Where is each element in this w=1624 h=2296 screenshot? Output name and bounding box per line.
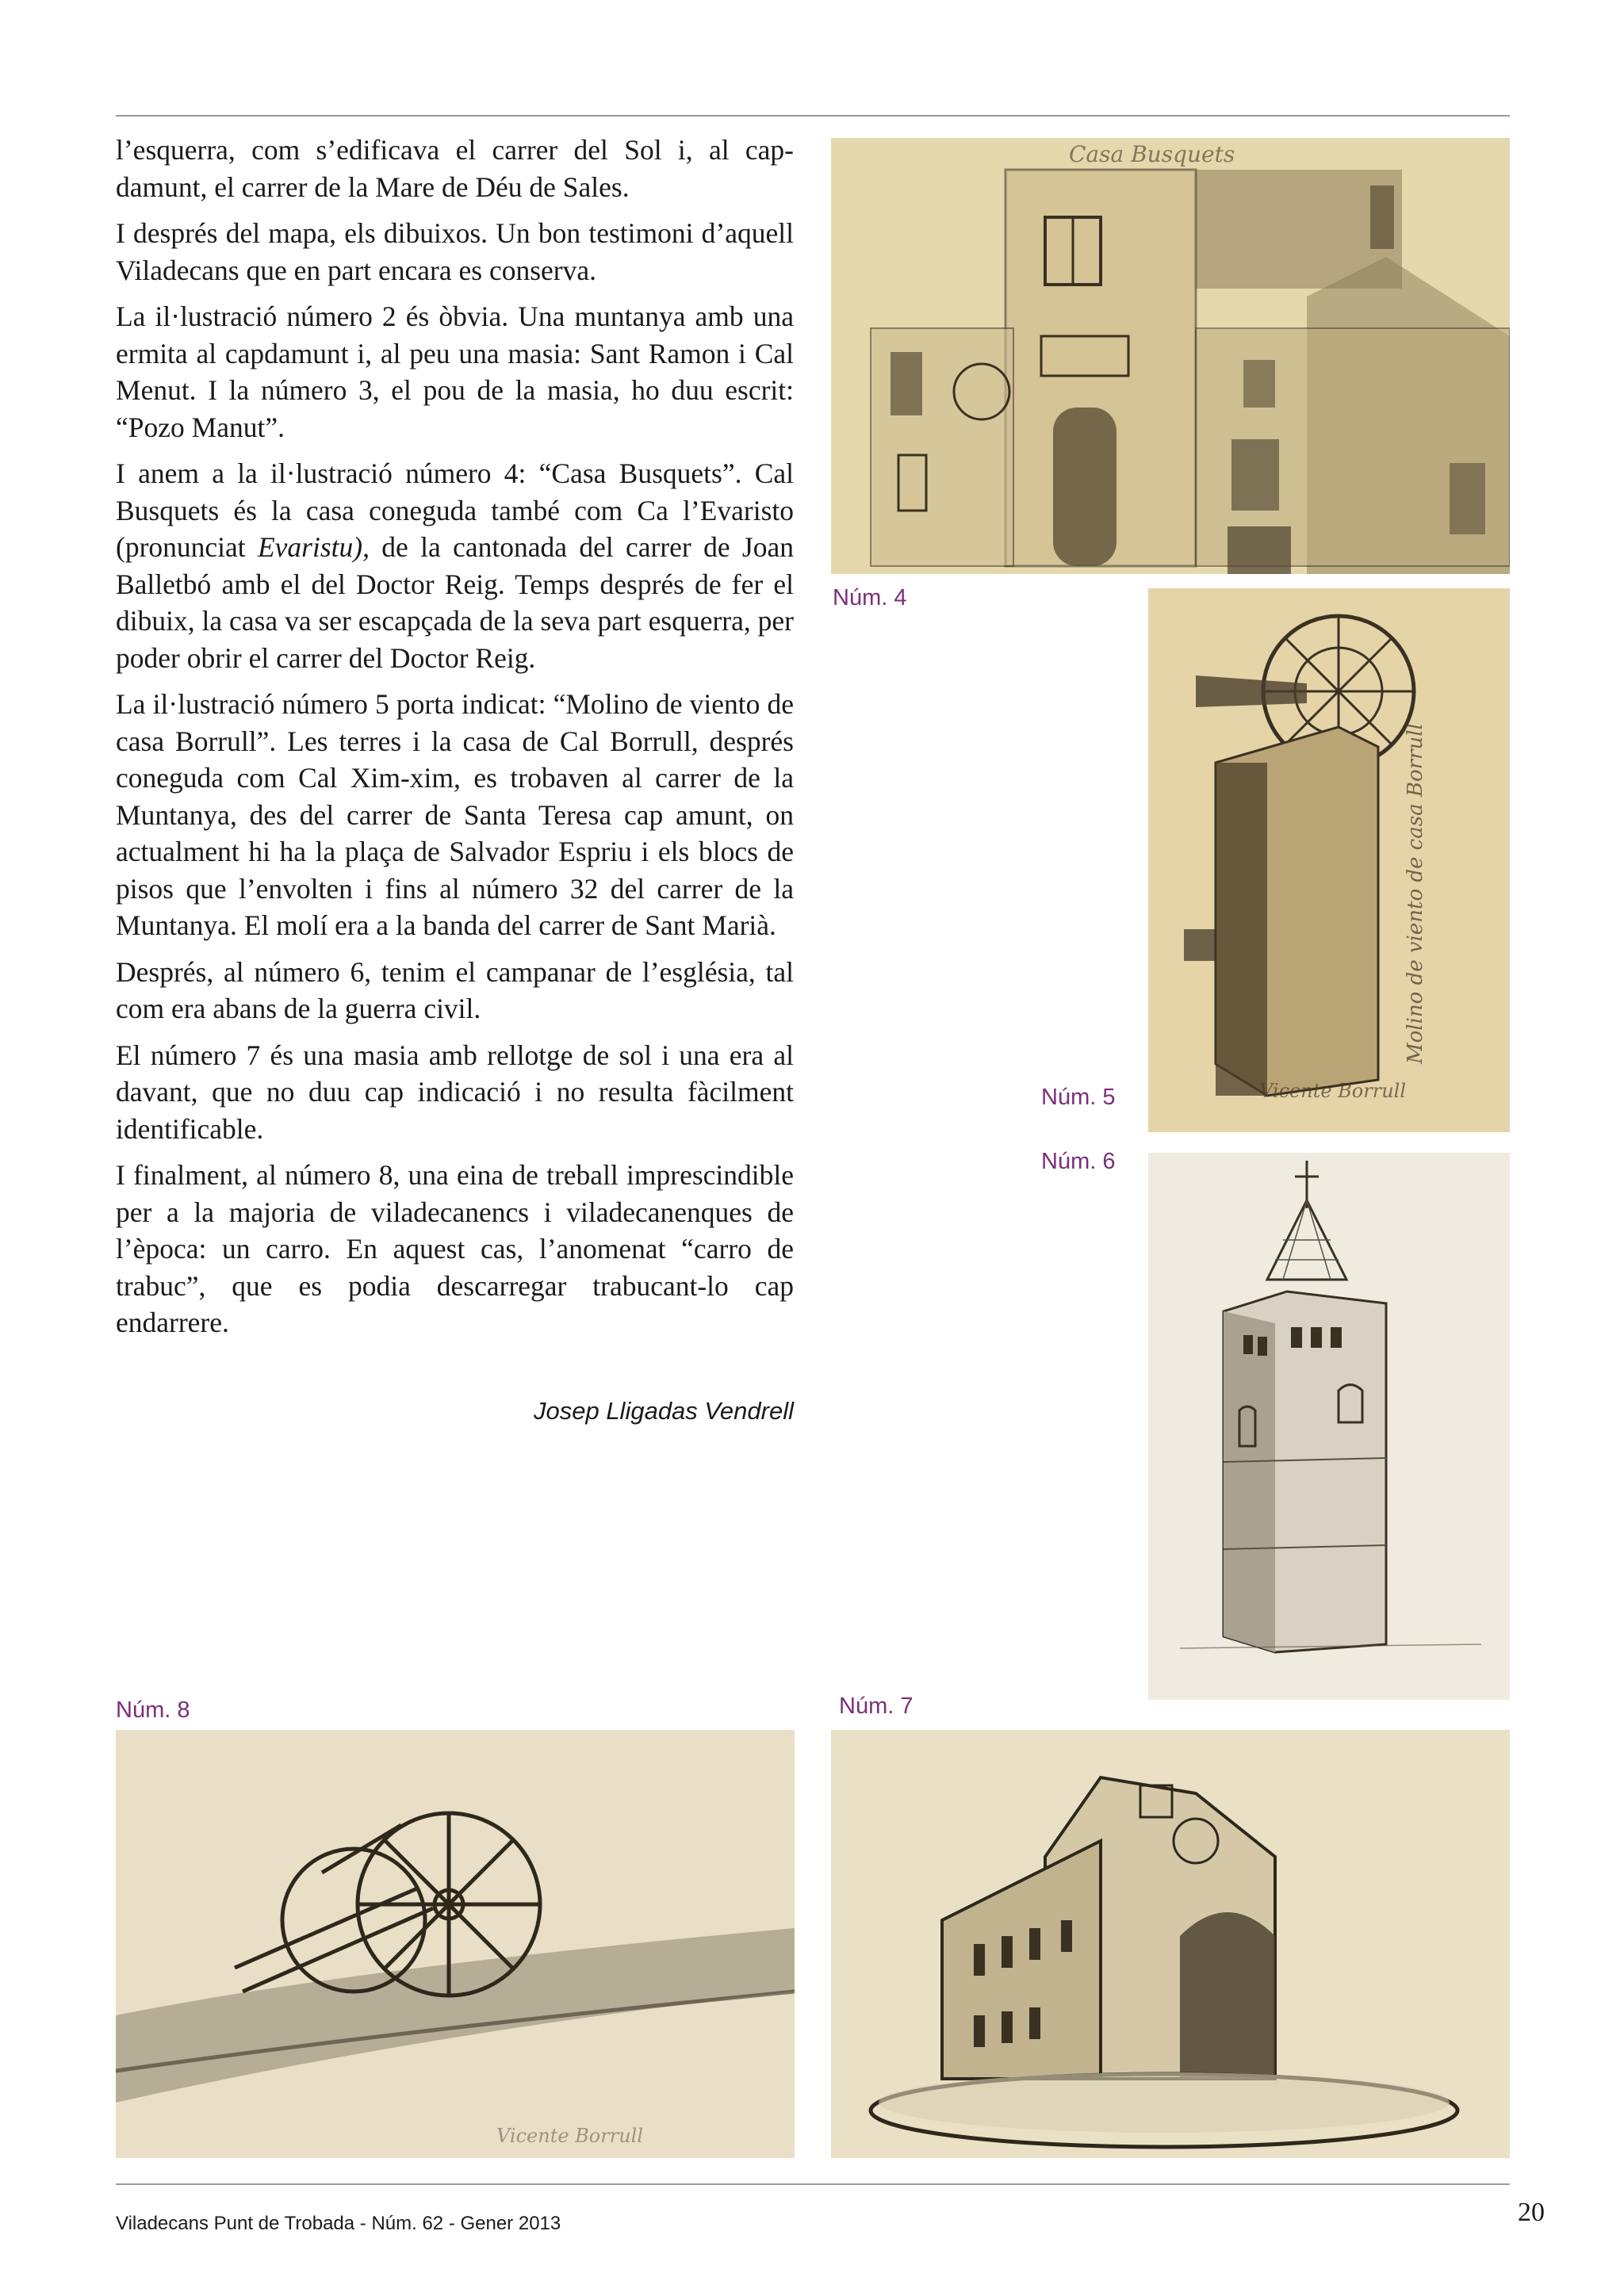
caption-num8: Núm. 8	[116, 1697, 190, 1723]
svg-text:Casa Busquets: Casa Busquets	[1069, 141, 1235, 167]
paragraph	[116, 455, 794, 676]
paragraph: Després, al número 6, tenim el campanar de l’església, tal com era abans de la guerra civil.	[116, 955, 794, 1024]
figure-campanar	[1148, 1153, 1510, 1700]
paragraph: I finalment, al número 8, una eina de treball imprescindible per a la majoria de viladecanencs i viladecanenques de l’època: un carro. En aquest cas, l’anomenat “carro de trabuc”, que es podia descarregar trabucant-lo cap endarrere.	[116, 1159, 794, 1338]
paragraph: El número 7 és una masia amb rellotge de sol i una era al davant, que no duu cap indicació i no resulta fàcilment identificable.	[116, 1039, 794, 1145]
figure-carro	[116, 1730, 795, 2158]
page-number: 20	[1518, 2198, 1545, 2227]
paragraph: I després del mapa, els dibuixos. Un bon testimoni d’aquell Viladecans que en part encara es conserva.	[116, 217, 794, 286]
svg-text:Vicente Borrull: Vicente Borrull	[496, 2125, 644, 2147]
figure-molino-de-viento	[1148, 588, 1510, 1132]
paragraph-text: de la cantonada del carrer de Joan Balletbó amb el del Doctor Reig. Temps després de fer el dibuix, la casa va ser escapçada de la seva part esquerra, per poder obrir el carrer del Doctor Reig.	[116, 531, 794, 674]
figure-casa-busquets	[831, 138, 1510, 574]
paragraph: l’esquerra, com s’edificava el carrer del Sol i, al capdamunt, el carrer de la Mare de Déu de Sales.	[116, 134, 794, 203]
paragraph: La il·lustració número 2 és òbvia. Una muntanya amb una ermita al capdamunt i, al peu una masia: Sant Ramon i Cal Menut. I la número 3, el pou de la masia, ho duu escrit: “Pozo Manut”.	[116, 300, 794, 443]
caption-num5: Núm. 5	[1041, 1085, 1116, 1110]
header-rule	[116, 115, 1510, 117]
article-author: Josep Lligadas Vendrell	[533, 1397, 794, 1425]
paragraph: La il·lustració número 5 porta indicat: “Molino de viento de casa Borrull”. Les terres i la casa de Cal Borrull, després coneguda com Cal Xim-xim, es trobaven al carrer de la Muntanya, des del carrer de Santa Teresa cap amunt, on actualment hi ha la plaça de Salvador Espriu i els blocs de pisos que l’envolten i fins al número 32 del carrer de la Muntanya. El molí era a la banda del carrer de Sant Marià.	[116, 688, 794, 941]
svg-text:Vicente Borrull: Vicente Borrull	[1259, 1080, 1407, 1102]
caption-num7: Núm. 7	[839, 1693, 914, 1719]
italic-text: Evaristu),	[257, 531, 370, 563]
caption-num4: Núm. 4	[833, 585, 907, 610]
figure-masia	[831, 1730, 1510, 2158]
svg-text:Molino de viento de casa Borru: Molino de viento de casa Borrull	[1404, 723, 1427, 1064]
footer-rule	[116, 2183, 1510, 2185]
paragraph-text: I anem a la il·lustració número 4: “Casa Busquets”. Cal Busquets és la casa coneguda també com Ca l’Evaristo (pronunciat	[116, 457, 794, 563]
footer-publication: Viladecans Punt de Trobada - Núm. 62 - Gener 2013	[116, 2213, 561, 2234]
article-body	[116, 132, 794, 1351]
caption-num6: Núm. 6	[1041, 1149, 1116, 1174]
